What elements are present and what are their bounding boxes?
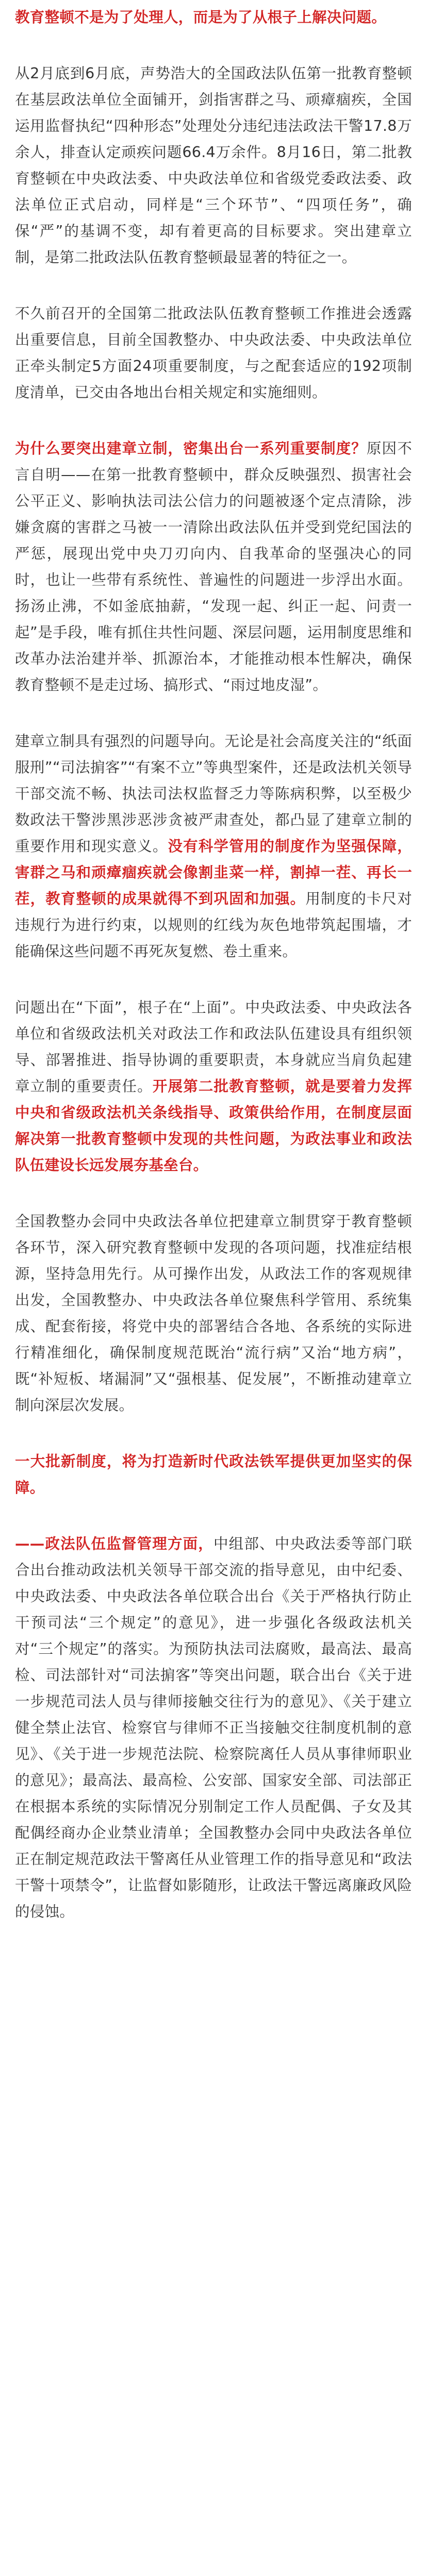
highlight-text: ——政法队伍监督管理方面， bbox=[15, 1535, 213, 1552]
highlight-text: 教育整顿不是为了处理人，而是为了从根子上解决问题。 bbox=[15, 9, 387, 26]
body-text: 问题出在“下面”，根子在“上面”。中央政法委、中央政法各单位和省级政法机关对政法工作和政法队伍建设具有组织领导、部署推进、指导协调的重要职责，本身就应当肩负起建章立制的重要责任。 bbox=[15, 999, 412, 1095]
highlight-text: 开展第二批教育整顿，就是要着力发挥中央和省级政法机关条线指导、政策供给作用，在制度层面解决第一批教育整顿中发现的共性问题，为政法事业和政法队伍建设长远发展夯基垒台。 bbox=[15, 1078, 412, 1174]
article-body bbox=[0, 4, 427, 1925]
body-text: 用制度的卡尺对违规行为进行约束，以规则的红线为灰色地带筑起围墙，才能确保这些问题不再死灰复燃、卷土重来。 bbox=[15, 890, 412, 960]
highlight-text: 没有科学管用的制度作为坚强保障，害群之马和顽瘴痼疾就会像割韭菜一样，割掉一茬、再长一茬，教育整顿的成果就得不到巩固和加强。 bbox=[15, 838, 412, 907]
highlight-text: 一大批新制度，将为打造新时代政法铁军提供更加坚实的保障。 bbox=[15, 1453, 412, 1496]
body-text: 全国教整办会同中央政法各单位把建章立制贯穿于教育整顿各环节，深入研究教育整顿中发现的各项问题，找准症结根源，坚持急用先行。从可操作出发，从政法工作的客观规律出发，全国教整办、中央政法各单位聚焦科学管用、系统集成、配套衔接，将党中央的部署结合各地、各系统的实际进行精准细化，确保制度规范既治“流行病”又治“地方病”，既“补短板、堵漏洞”又“强根基、促发展”，不断推动建章立制向深层次发展。 bbox=[15, 1213, 412, 1414]
highlight-text: 为什么要突出建章立制，密集出台一系列重要制度？ bbox=[15, 440, 367, 457]
body-text: 不久前召开的全国第二批政法队伍教育整顿工作推进会透露出重要信息，目前全国教整办、中央政法委、中央政法单位正牵头制定5方面24项重要制度，与之配套适应的192项制度清单，已交由各地出台相关规定和实施细则。 bbox=[15, 305, 412, 401]
paragraph-2 bbox=[15, 60, 412, 270]
paragraph-6 bbox=[15, 994, 412, 1178]
paragraph-3 bbox=[15, 300, 412, 405]
paragraph-1 bbox=[15, 4, 412, 30]
paragraph-4 bbox=[15, 435, 412, 698]
paragraph-5 bbox=[15, 728, 412, 964]
body-text: 从2月底到6月底，声势浩大的全国政法队伍第一批教育整顿在基层政法单位全面铺开，剑指害群之马、顽瘴痼疾，全国运用监督执纪“四种形态”处理处分违纪违法政法干警17.8万余人，排查认定顽疾问题66.4万余件。8月16日，第二批教育整顿在中央政法委、中央政法单位和省级党委政法委、政法单位正式启动，同样是“三个环节”、“四项任务”，确保“严”的基调不变，却有着更高的目标要求。突出建章立制，是第二批政法队伍教育整顿最显著的特征之一。 bbox=[15, 65, 412, 266]
paragraph-8 bbox=[15, 1448, 412, 1501]
body-text: 原因不言自明——在第一批教育整顿中，群众反映强烈、损害社会公平正义、影响执法司法公信力的问题被逐个定点清除，涉嫌贪腐的害群之马被一一清除出政法队伍并受到党纪国法的严惩，展现出党中央刀刃向内、自我革命的坚强决心的同时，也让一些带有系统性、普遍性的问题进一步浮出水面。扬汤止沸，不如釜底抽薪，“发现一起、纠正一起、问责一起”是手段，唯有抓住共性问题、深层问题，运用制度思维和改革办法治建并举、抓源治本，才能推动根本性解决，确保教育整顿不是走过场、搞形式、“雨过地皮湿”。 bbox=[15, 440, 413, 693]
body-text: 中组部、中央政法委等部门联合出台推动政法机关领导干部交流的指导意见，由中纪委、中央政法委、中央政法各单位联合出台《关于严格执行防止干预司法“三个规定”的意见》，进一步强化各级政法机关对“三个规定”的落实。为预防执法司法腐败，最高法、最高检、司法部针对“司法掮客”等突出问题，联合出台《关于进一步规范司法人员与律师接触交往行为的意见》、《关于建立健全禁止法官、检察官与律师不正当接触交往制度机制的意见》、《关于进一步规范法院、检察院离任人员从事律师职业的意见》；最高法、最高检、公安部、国家安全部、司法部正在根据本系统的实际情况分别制定工作人员配偶、子女及其配偶经商办企业禁业清单；全国教整办会同中央政法各单位正在制定规范政法干警离任从业管理工作的指导意见和“政法干警十项禁令”，让监督如影随形，让政法干警远离廉政风险的侵蚀。 bbox=[15, 1535, 412, 1920]
paragraph-9 bbox=[15, 1531, 412, 1925]
paragraph-7 bbox=[15, 1208, 412, 1418]
body-text: 建章立制具有强烈的问题导向。无论是社会高度关注的“纸面服刑”“司法掮客”“有案不立”等典型案件，还是政法机关领导干部交流不畅、执法司法权监督乏力等陈病积弊，以至极少数政法干警涉黑涉恶涉贪被严肃查处，都凸显了建章立制的重要作用和现实意义。 bbox=[15, 733, 412, 855]
